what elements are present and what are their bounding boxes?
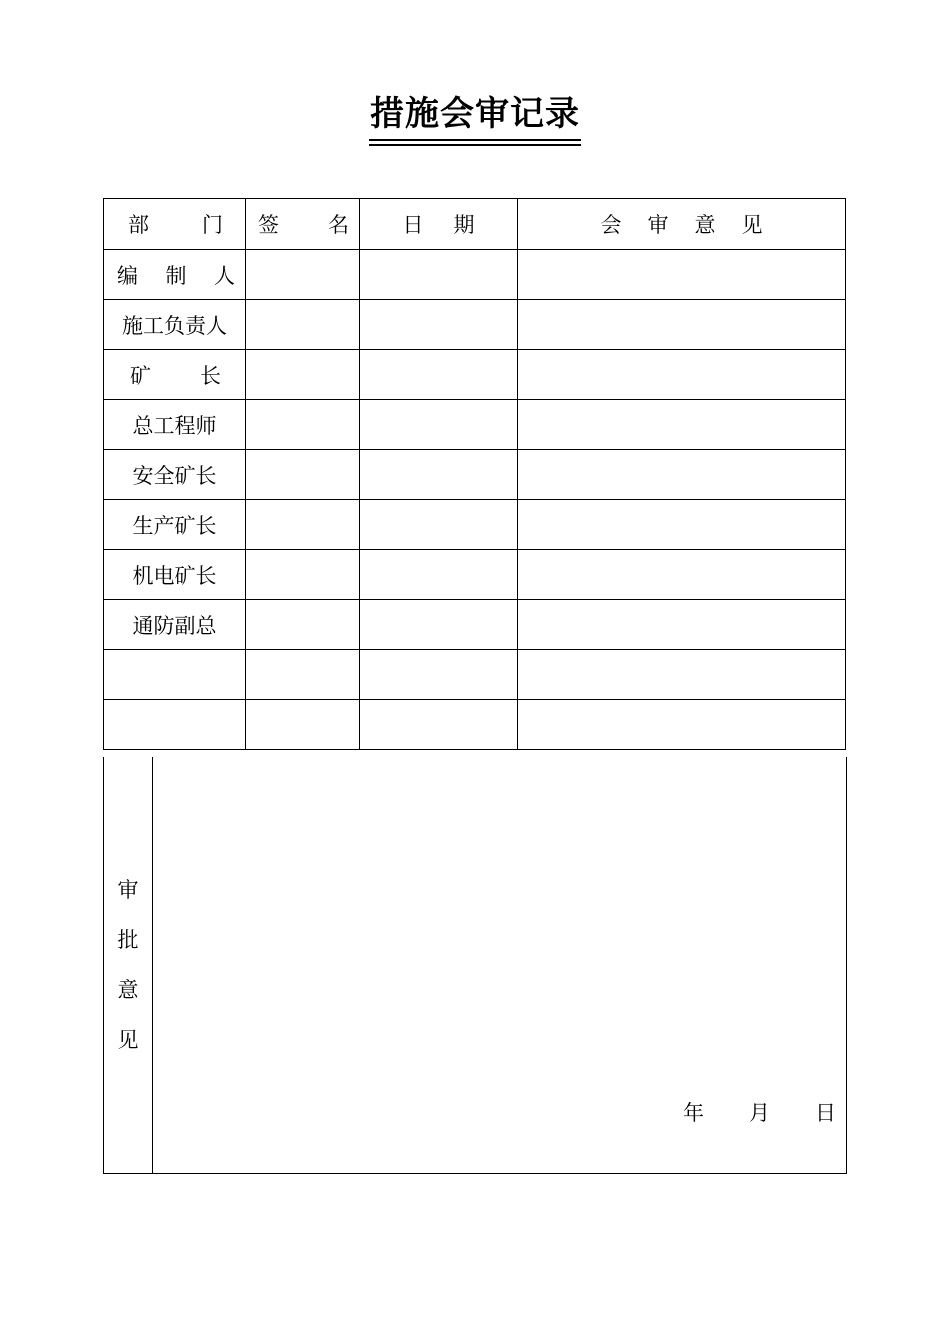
table-row — [104, 450, 846, 500]
opinion-cell[interactable] — [518, 650, 846, 700]
department-label: 安全矿长 — [132, 463, 217, 488]
department-label: 机电矿长 — [132, 563, 217, 588]
header-department-char: 门 — [202, 213, 223, 237]
table-row — [104, 350, 846, 400]
date-cell[interactable] — [360, 400, 518, 450]
header-opinion-char: 见 — [741, 213, 763, 237]
header-signature-char: 名 — [328, 213, 349, 237]
title-underline-top — [369, 139, 581, 141]
department-label-char: 人 — [214, 263, 235, 288]
department-label: 施工负责人 — [122, 313, 227, 338]
signature-cell[interactable] — [246, 600, 360, 650]
signature-cell[interactable] — [246, 250, 360, 300]
date-cell[interactable] — [360, 350, 518, 400]
table-row — [104, 600, 846, 650]
department-cell — [104, 400, 246, 450]
table-row — [104, 650, 846, 700]
opinion-cell[interactable] — [518, 350, 846, 400]
approval-label-char: 审 — [117, 877, 139, 902]
table-row — [104, 300, 846, 350]
department-label: 总工程师 — [132, 413, 217, 438]
department-cell[interactable] — [104, 650, 246, 700]
signature-cell[interactable] — [246, 450, 360, 500]
date-cell[interactable] — [360, 650, 518, 700]
table-row — [104, 500, 846, 550]
department-cell — [104, 250, 246, 300]
header-opinion — [518, 199, 846, 250]
opinion-cell[interactable] — [518, 550, 846, 600]
department-cell — [104, 500, 246, 550]
signature-cell[interactable] — [246, 350, 360, 400]
table-row — [104, 700, 846, 750]
department-cell — [104, 300, 246, 350]
review-table — [103, 198, 846, 750]
approval-section — [103, 757, 847, 1174]
department-cell — [104, 450, 246, 500]
department-label: 通防副总 — [132, 613, 217, 638]
department-label-char: 长 — [200, 363, 221, 388]
opinion-cell[interactable] — [518, 450, 846, 500]
opinion-cell[interactable] — [518, 300, 846, 350]
header-department — [104, 199, 246, 250]
department-cell[interactable] — [104, 700, 246, 750]
opinion-cell[interactable] — [518, 400, 846, 450]
signature-cell[interactable] — [246, 700, 360, 750]
approval-date — [683, 1097, 836, 1127]
date-cell[interactable] — [360, 550, 518, 600]
header-date-char: 日 — [402, 213, 424, 237]
department-label-char: 制 — [165, 263, 187, 288]
header-signature — [246, 199, 360, 250]
table-row — [104, 250, 846, 300]
table-row — [104, 550, 846, 600]
title-underline-bottom — [369, 144, 581, 146]
signature-cell[interactable] — [246, 550, 360, 600]
date-cell[interactable] — [360, 450, 518, 500]
approval-label-char: 见 — [117, 1027, 139, 1052]
approval-opinion-area[interactable] — [153, 757, 846, 1087]
opinion-cell[interactable] — [518, 500, 846, 550]
header-opinion-char: 意 — [694, 213, 716, 237]
header-opinion-char: 审 — [647, 213, 669, 237]
date-month-label: 月 — [749, 1101, 770, 1125]
opinion-cell[interactable] — [518, 250, 846, 300]
department-label: 生产矿长 — [132, 513, 217, 538]
header-row — [104, 199, 846, 250]
header-date — [360, 199, 518, 250]
department-label-char: 矿 — [130, 363, 151, 388]
header-department-char: 部 — [128, 213, 149, 237]
approval-label — [104, 757, 153, 1173]
header-opinion-char: 会 — [600, 213, 622, 237]
date-day-label: 日 — [815, 1101, 836, 1125]
date-cell[interactable] — [360, 700, 518, 750]
signature-cell[interactable] — [246, 300, 360, 350]
header-signature-char: 签 — [258, 213, 279, 237]
header-date-char: 期 — [453, 213, 475, 237]
page-title: 措施会审记录 — [370, 94, 580, 134]
department-cell — [104, 350, 246, 400]
date-year-label: 年 — [683, 1101, 704, 1125]
date-cell[interactable] — [360, 300, 518, 350]
opinion-cell[interactable] — [518, 600, 846, 650]
signature-cell[interactable] — [246, 400, 360, 450]
date-cell[interactable] — [360, 500, 518, 550]
department-cell — [104, 550, 246, 600]
table-row — [104, 400, 846, 450]
department-cell — [104, 600, 246, 650]
approval-label-char: 批 — [117, 927, 139, 952]
department-label-char: 编 — [117, 263, 138, 288]
approval-label-char: 意 — [117, 977, 139, 1002]
signature-cell[interactable] — [246, 500, 360, 550]
date-cell[interactable] — [360, 250, 518, 300]
date-cell[interactable] — [360, 600, 518, 650]
opinion-cell[interactable] — [518, 700, 846, 750]
signature-cell[interactable] — [246, 650, 360, 700]
